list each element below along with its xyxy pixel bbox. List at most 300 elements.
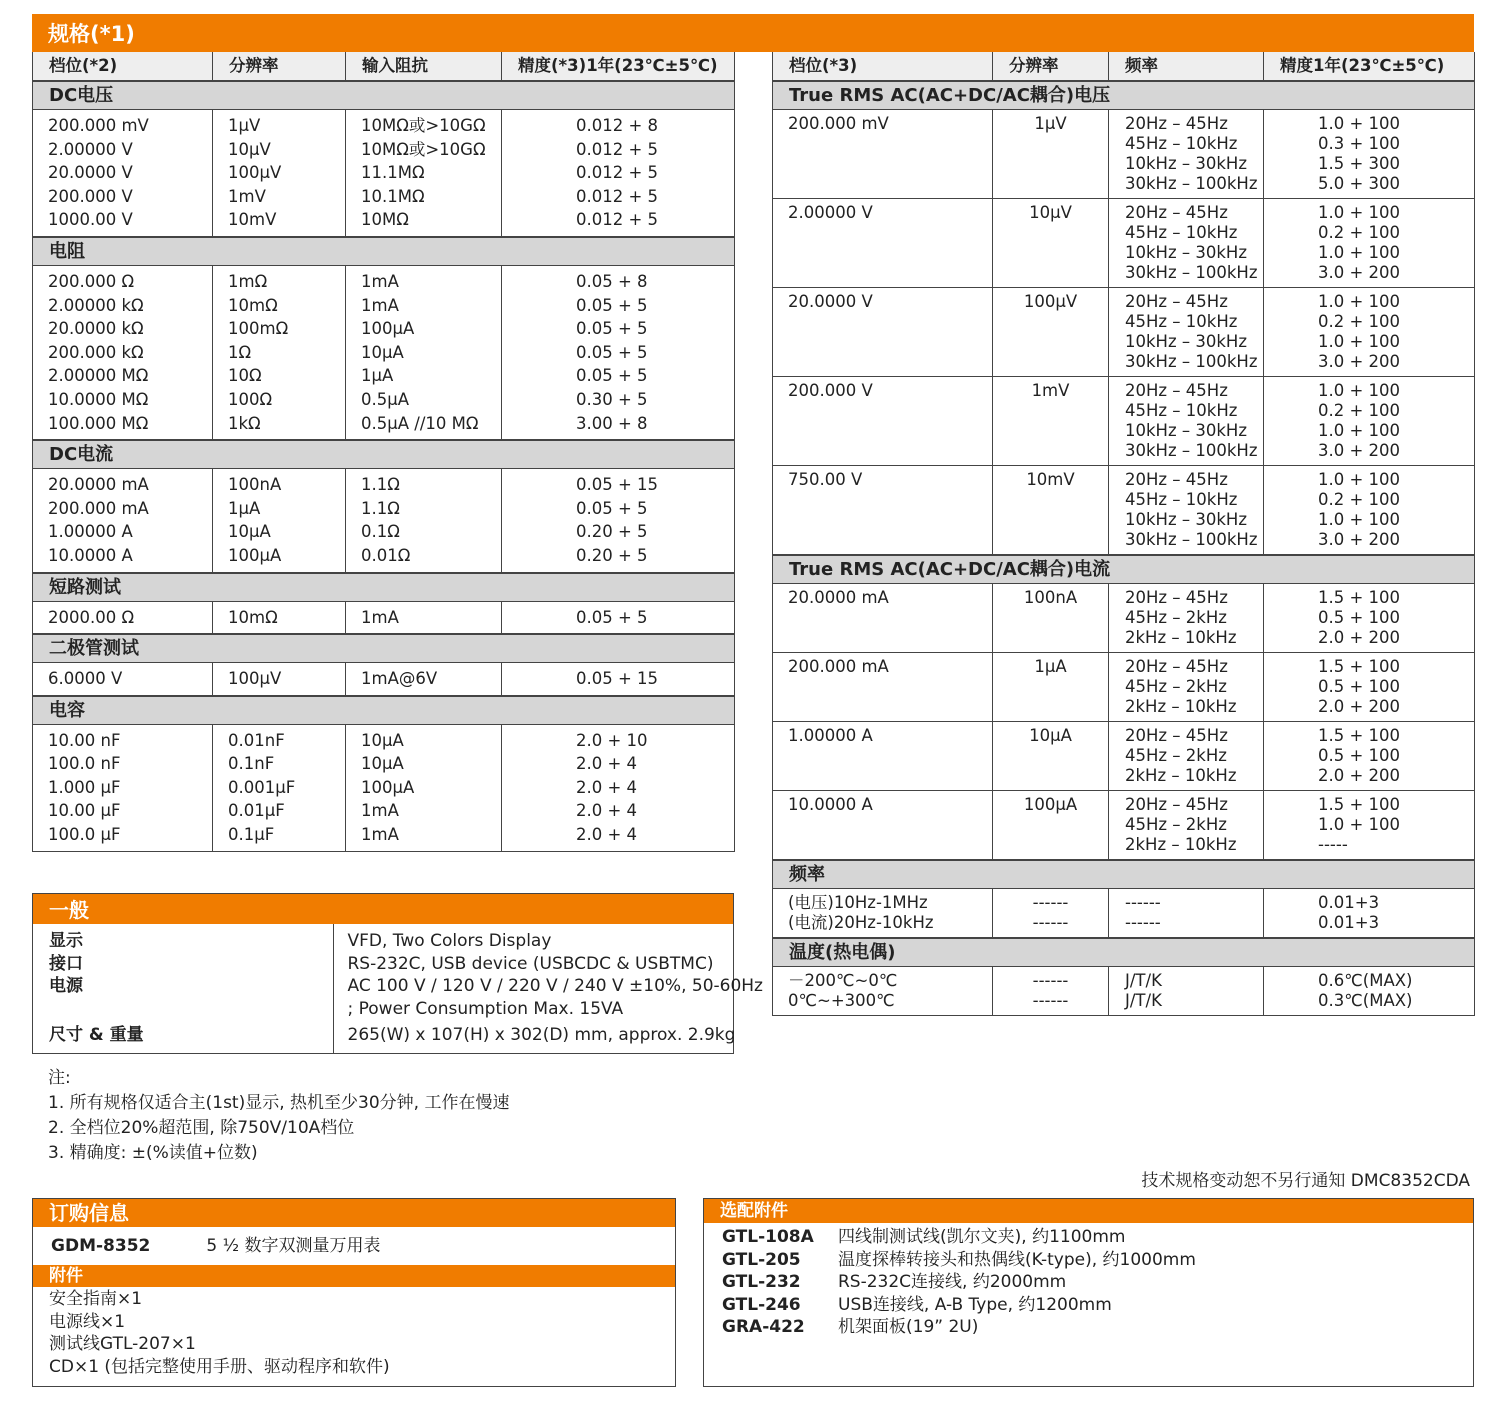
frequency-value: 45Hz – 10kHz [1125,490,1238,509]
resolution-value: 10Ω [228,366,262,386]
dc-cell [346,265,502,440]
option-code: GTL-108A [722,1227,814,1247]
accuracy-value: 0.2 + 100 [1318,223,1401,242]
dc-cell [33,601,213,634]
dc-cell [502,663,735,696]
dc-data-row [33,265,735,440]
accessories-list [33,1287,675,1378]
range-value: (电流)20Hz-10kHz [788,913,934,932]
accuracy-value: 0.05 + 5 [576,342,648,362]
ac-data-row [773,110,1475,199]
dc-cell [213,265,346,440]
dc-section-title: 电阻 [33,237,735,266]
impedance-value: 10MΩ或>10GΩ [361,139,486,159]
resolution-value: 100μA [228,545,282,565]
accuracy-value: 1.5 + 100 [1318,795,1401,814]
dc-cell [346,663,502,696]
ac-data-row [773,199,1475,288]
frequency-value: J/T/K [1125,971,1162,990]
dc-cell [33,469,213,573]
accuracy-value: 0.2 + 100 [1318,312,1401,331]
accuracy-value: 3.0 + 200 [1318,263,1401,282]
frequency-value: 10kHz – 30kHz [1125,154,1247,173]
range-value: 20.0000 V [48,163,133,183]
ac-section-row [773,938,1475,967]
dc-section-row [33,573,735,602]
ac-cell [1264,791,1475,861]
ac-cell [773,110,993,199]
frequency-value: 20Hz – 45Hz [1125,470,1228,489]
accuracy-value: 1.0 + 100 [1318,815,1401,834]
resolution-value: ------ [1032,893,1069,912]
ac-cell [1264,889,1475,939]
dc-section-title: DC电流 [33,440,735,469]
general-table [33,924,763,1053]
ac-cell [1264,653,1475,722]
impedance-value: 10μA [361,730,404,750]
order-model-row [33,1227,675,1265]
range-value: 1000.00 V [48,210,133,230]
dc-cell [502,724,735,851]
accuracy-value: 1.0 + 100 [1318,332,1401,351]
range-value: 2.00000 MΩ [48,366,149,386]
accuracy-value: 0.05 + 5 [576,295,648,315]
range-value: 100.000 MΩ [48,413,149,433]
frequency-value: J/T/K [1125,991,1162,1010]
frequency-value: 30kHz – 100kHz [1125,352,1258,371]
dc-section-title: 短路测试 [33,573,735,602]
accessory-item: 测试线GTL-207×1 [49,1334,196,1354]
range-value: 20.0000 mA [788,588,889,607]
option-item [722,1249,1473,1272]
resolution-value: 10mV [228,210,277,230]
accuracy-value: 0.5 + 100 [1318,746,1401,765]
accuracy-value: 3.0 + 200 [1318,441,1401,460]
accuracy-value: 2.0 + 4 [576,754,638,774]
accuracy-value: 0.05 + 5 [576,319,648,339]
optional-accessories-box [703,1198,1474,1387]
general-title: 一般 [33,894,733,924]
order-info-title: 订购信息 [33,1199,675,1227]
range-value: 20.0000 mA [48,475,149,495]
accuracy-value: 0.2 + 100 [1318,401,1401,420]
range-value: 6.0000 V [48,669,123,689]
resolution-value: 100nA [228,475,282,495]
impedance-value: 100μA [361,777,415,797]
ac-cell [993,967,1109,1016]
dc-data-row [33,469,735,573]
dc-header-accuracy: 精度(*3)1年(23℃±5℃) [502,52,735,81]
accuracy-value: 0.012 + 8 [576,116,659,135]
ac-cell [993,889,1109,939]
accuracy-value: 1.0 + 100 [1318,510,1401,529]
general-values [333,924,763,1053]
frequency-value: 2kHz – 10kHz [1125,835,1237,854]
ac-cell [1109,791,1264,861]
option-description: 机架面板(19” 2U) [838,1317,979,1337]
frequency-value: 20Hz – 45Hz [1125,657,1228,676]
dc-cell [33,110,213,237]
dc-cell [346,601,502,634]
range-value: 20.0000 V [788,292,873,311]
resolution-value: 1kΩ [228,413,261,433]
dc-section-row [33,634,735,663]
frequency-value: 10kHz – 30kHz [1125,421,1247,440]
resolution-value: 100μA [1023,795,1078,814]
ac-data-row [773,791,1475,861]
impedance-value: 0.5μA //10 MΩ [361,413,479,433]
ac-data-row [773,288,1475,377]
resolution-value: 1μV [228,116,261,135]
accuracy-value: 1.5 + 100 [1318,588,1401,607]
option-code: GTL-232 [722,1272,801,1292]
ac-cell [993,722,1109,791]
ac-cell [1109,889,1264,939]
ac-cell [773,377,993,466]
impedance-value: 0.01Ω [361,545,411,565]
dc-section-row [33,440,735,469]
accuracy-value: 2.0 + 4 [576,777,638,797]
ac-cell [993,110,1109,199]
general-label: 电源 [49,976,83,996]
ac-cell [1109,653,1264,722]
range-value: 100.0 nF [48,754,121,774]
impedance-value: 11.1MΩ [361,163,425,183]
accuracy-value: 0.01+3 [1318,893,1380,912]
dc-cell [502,265,735,440]
order-model: GDM-8352 [51,1236,151,1256]
accuracy-value: 0.012 + 5 [576,163,659,183]
ac-cell [1264,110,1475,199]
ac-cell [993,288,1109,377]
range-value: 10.0000 A [48,545,133,565]
option-code: GTL-205 [722,1249,801,1270]
ac-cell [773,288,993,377]
range-value: (电压)10Hz-1MHz [788,893,928,912]
impedance-value: 10μA [361,754,404,774]
option-description: 四线制测试线(凯尔文夹), 约1100mm [838,1227,1126,1247]
accuracy-value: 0.012 + 5 [576,139,659,159]
range-value: 2.00000 kΩ [48,295,144,315]
dc-cell [213,663,346,696]
accuracy-value: 1.5 + 100 [1318,657,1401,676]
accuracy-value: 1.0 + 100 [1318,114,1401,133]
dc-cell [213,724,346,851]
range-value: 2000.00 Ω [48,607,135,627]
ac-cell [1264,584,1475,653]
ac-data-row [773,377,1475,466]
ac-cell [1109,722,1264,791]
accuracy-value: 0.05 + 15 [576,669,659,689]
ac-section-row [773,555,1475,584]
accuracy-value: 1.0 + 100 [1318,381,1401,400]
accuracy-value: 5.0 + 300 [1318,174,1401,193]
option-item [722,1294,1473,1317]
frequency-value: 45Hz – 10kHz [1125,223,1238,242]
frequency-value: 20Hz – 45Hz [1125,381,1228,400]
ac-section-row [773,860,1475,889]
ac-cell [993,377,1109,466]
dc-cell [502,110,735,237]
ac-cell [1109,110,1264,199]
frequency-value: 20Hz – 45Hz [1125,114,1228,133]
general-label: 尺寸 & 重量 [49,1025,144,1045]
ac-cell [993,466,1109,556]
range-value: 200.000 mV [48,116,149,135]
resolution-value: 100Ω [228,389,273,409]
resolution-value: 0.1nF [228,754,275,774]
impedance-value: 1mA@6V [361,669,438,689]
accuracy-value: 3.00 + 8 [576,413,648,433]
dc-header-row [33,52,735,81]
option-description: RS-232C连接线, 约2000mm [838,1272,1067,1292]
accessory-item: 安全指南×1 [49,1289,143,1309]
accuracy-value: 2.0 + 200 [1318,697,1401,716]
ac-data-row [773,584,1475,653]
ac-cell [1109,288,1264,377]
ac-cell [1109,967,1264,1016]
impedance-value: 1mA [361,825,399,845]
impedance-value: 10.1MΩ [361,186,425,206]
range-value: 0℃~+300℃ [788,991,895,1010]
resolution-value: 10μA [1029,726,1072,745]
option-description: 温度探棒转接头和热偶线(K-type), 约1000mm [838,1249,1196,1270]
ac-section-title: True RMS AC(AC+DC/AC耦合)电压 [773,81,1475,110]
ac-data-row [773,466,1475,556]
dc-cell [33,265,213,440]
resolution-value: 100mΩ [228,319,289,339]
change-notice: 技术规格变动恕不另行通知 DMC8352CDA [1141,1171,1470,1191]
impedance-value: 1mA [361,801,399,821]
general-section [32,893,763,1054]
range-value: 10.0000 A [788,795,873,814]
dc-cell [502,601,735,634]
order-description: 5 ½ 数字双测量万用表 [206,1236,381,1256]
ac-header-frequency: 频率 [1109,52,1264,81]
ac-data-row [773,889,1475,939]
accuracy-value: 3.0 + 200 [1318,352,1401,371]
frequency-value: 45Hz – 10kHz [1125,134,1238,153]
general-label: 显示 [49,931,83,951]
dc-spec-table [32,52,735,852]
range-value: 100.0 μF [48,825,121,845]
general-value: VFD, Two Colors Display [347,931,552,951]
range-value: 10.0000 MΩ [48,389,149,409]
range-value: 1.00000 A [788,726,873,745]
frequency-value: 30kHz – 100kHz [1125,441,1258,460]
notes-heading: 注: [48,1068,71,1088]
frequency-value: 20Hz – 45Hz [1125,588,1228,607]
ac-cell [1264,967,1475,1016]
general-value: 265(W) x 107(H) x 302(D) mm, approx. 2.9kg [347,1025,736,1045]
accuracy-value: 1.0 + 100 [1318,470,1401,489]
range-value: 200.000 V [48,186,133,206]
ac-cell [773,722,993,791]
resolution-value: 10μA [228,522,271,542]
frequency-value: 20Hz – 45Hz [1125,292,1228,311]
ac-section-title: 温度(热电偶) [773,938,1475,967]
range-value: 200.000 Ω [48,271,135,291]
frequency-value: ------ [1125,893,1161,912]
ac-header-accuracy: 精度1年(23℃±5℃) [1264,52,1475,81]
frequency-value: ------ [1125,913,1161,932]
accuracy-value: 0.3℃(MAX) [1318,991,1413,1010]
range-value: 10.00 μF [48,801,121,821]
accuracy-value: 0.30 + 5 [576,389,648,409]
option-code: GRA-422 [722,1317,805,1337]
dc-section-row [33,81,735,110]
resolution-value: 1μA [228,498,261,518]
range-value: 1.000 μF [48,777,121,797]
resolution-value: 1mV [1031,381,1070,400]
dc-header-impedance: 输入阻抗 [346,52,502,81]
resolution-value: 10mΩ [228,607,278,627]
accuracy-value: 0.2 + 100 [1318,490,1401,509]
accuracy-value: 0.20 + 5 [576,545,648,565]
ac-cell [1264,466,1475,556]
accuracy-value: 0.05 + 5 [576,498,648,518]
dc-header-range: 档位(*2) [33,52,213,81]
frequency-value: 10kHz – 30kHz [1125,332,1247,351]
resolution-value: 10μV [1029,203,1072,222]
frequency-value: 45Hz – 10kHz [1125,401,1238,420]
accuracy-value: 2.0 + 4 [576,801,638,821]
ac-data-row [773,967,1475,1016]
option-item [722,1226,1473,1249]
ac-cell [993,584,1109,653]
frequency-value: 20Hz – 45Hz [1125,726,1228,745]
accuracy-value: 1.5 + 100 [1318,726,1401,745]
frequency-value: 45Hz – 2kHz [1125,815,1227,834]
dc-header-resolution: 分辨率 [213,52,346,81]
ac-cell [773,466,993,556]
accuracy-value: 2.0 + 10 [576,730,648,750]
ac-cell [773,889,993,939]
accessories-title: 附件 [33,1265,675,1287]
dc-section-row [33,237,735,266]
impedance-value: 1mA [361,295,399,315]
frequency-value: 30kHz – 100kHz [1125,174,1258,193]
impedance-value: 1mA [361,271,399,291]
resolution-value: 100nA [1023,588,1078,607]
impedance-value: 1.1Ω [361,475,400,495]
option-item [722,1271,1473,1294]
accuracy-value: 1.0 + 100 [1318,292,1401,311]
dc-cell [213,469,346,573]
range-value: 10.00 nF [48,730,121,750]
dc-cell [213,110,346,237]
resolution-value: 100μV [228,163,282,183]
resolution-value: 0.01nF [228,730,285,750]
dc-cell [346,724,502,851]
frequency-value: 30kHz – 100kHz [1125,263,1258,282]
ac-cell [773,199,993,288]
range-value: 200.000 mV [788,114,889,133]
resolution-value: 1Ω [228,342,252,362]
range-value: 2.00000 V [48,139,133,159]
accuracy-value: 0.5 + 100 [1318,677,1401,696]
general-label [49,998,333,1021]
ac-cell [1264,722,1475,791]
resolution-value: 10μV [228,139,271,159]
dc-data-row [33,663,735,696]
ac-section-title: 频率 [773,860,1475,889]
frequency-value: 2kHz – 10kHz [1125,628,1237,647]
accuracy-value: 1.0 + 100 [1318,421,1401,440]
ac-header-row [773,52,1475,81]
range-value: 1.00000 A [48,522,133,542]
ac-cell [1264,377,1475,466]
accuracy-value: 0.05 + 5 [576,607,648,627]
ac-section-row [773,81,1475,110]
resolution-value: ------ [1032,971,1069,990]
frequency-value: 2kHz – 10kHz [1125,697,1237,716]
accuracy-value: 3.0 + 200 [1318,530,1401,549]
resolution-value: 0.001μF [228,777,296,797]
resolution-value: 1mΩ [228,271,268,291]
note-item: 1. 所有规格仅适合主(1st)显示, 热机至少30分钟, 工作在慢速 [48,1093,510,1113]
resolution-value: 1mV [228,186,266,206]
general-value: AC 100 V / 120 V / 220 V / 240 V ±10%, 50-60Hz [347,976,763,996]
frequency-value: 10kHz – 30kHz [1125,510,1247,529]
note-item: 2. 全档位20%超范围, 除750V/10A档位 [48,1118,355,1138]
ac-cell [773,584,993,653]
ac-cell [773,653,993,722]
ac-data-row [773,653,1475,722]
optional-accessories-title: 选配附件 [704,1199,1473,1223]
spec-title-bar [32,14,1474,52]
general-value: ; Power Consumption Max. 15VA [347,998,624,1019]
spec-title: 规格(*1) [48,22,135,46]
general-value: RS-232C, USB device (USBCDC & USBTMC) [347,953,714,974]
resolution-value: 0.1μF [228,825,275,845]
dc-section-title: 电容 [33,696,735,725]
accuracy-value: 0.6℃(MAX) [1318,971,1413,990]
impedance-value: 1mA [361,607,399,627]
ac-cell [1264,288,1475,377]
range-value: 750.00 V [788,470,863,489]
ac-header-range: 档位(*3) [773,52,993,81]
range-value: 2.00000 V [788,203,873,222]
resolution-value: 100μV [1023,292,1078,311]
impedance-value: 1.1Ω [361,498,400,518]
frequency-value: 45Hz – 10kHz [1125,312,1238,331]
accuracy-value: 0.012 + 5 [576,186,659,206]
accuracy-value: 1.5 + 300 [1318,154,1401,173]
impedance-value: 10MΩ或>10GΩ [361,116,486,135]
accuracy-value: 0.20 + 5 [576,522,648,542]
dc-cell [213,601,346,634]
range-value: 200.000 mA [48,498,149,518]
impedance-value: 1μA [361,366,394,386]
accuracy-value: 1.0 + 100 [1318,203,1401,222]
ac-spec-table [772,52,1475,1016]
frequency-value: 45Hz – 2kHz [1125,677,1227,696]
option-item [722,1316,1473,1339]
order-info-box [32,1198,676,1387]
dc-data-row [33,601,735,634]
option-code: GTL-246 [722,1294,801,1315]
accuracy-value: 2.0 + 200 [1318,766,1401,785]
accuracy-value: 2.0 + 4 [576,825,638,845]
impedance-value: 0.1Ω [361,522,400,542]
frequency-value: 30kHz – 100kHz [1125,530,1258,549]
range-value: 200.000 mA [788,657,889,676]
optional-accessories-list [704,1223,1473,1339]
accuracy-value: 0.01+3 [1318,913,1380,932]
resolution-value: 1μV [1034,114,1067,133]
resolution-value: 100μV [228,669,282,689]
